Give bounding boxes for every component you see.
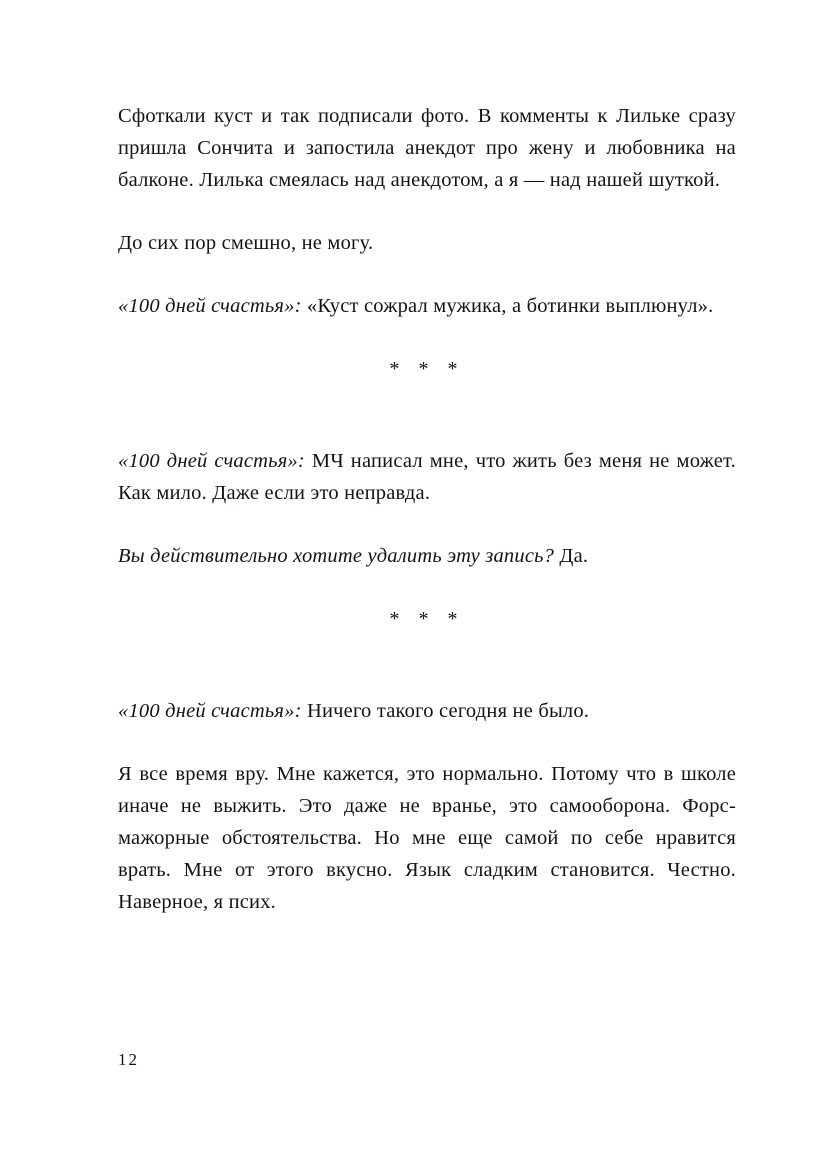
paragraph-text: Да. xyxy=(554,545,589,567)
paragraph-1 xyxy=(118,100,736,196)
diary-title-italic: «100 дней счастья»: xyxy=(118,450,305,472)
paragraph-text: Я все время вру. Мне кажется, это нормально. Потому что в школе иначе не выжить. Это даже не вранье, это самооборона. Форс-мажорные обстоятельства. Но мне еще самой по себе нравится врать. Мне от этого вкусно. Язык сладким становится. Честно. Наверное, я псих. xyxy=(118,763,736,913)
paragraph-text: «Куст сожрал мужика, а ботинки выплюнул». xyxy=(301,295,714,317)
paragraph-3 xyxy=(118,290,736,322)
section-separator: * * * xyxy=(389,358,465,380)
diary-title-italic: «100 дней счастья»: xyxy=(118,295,302,317)
section-separator: * * * xyxy=(389,608,465,630)
paragraph-text: МЧ написал мне, что жить без меня не может. Как мило. Даже если это неправда. xyxy=(118,450,737,504)
paragraph-text: Ничего такого сегодня не было. xyxy=(301,700,590,722)
prompt-question-italic: Вы действительно хотите удалить эту запись? xyxy=(118,545,555,567)
paragraph-text: Сфоткали куст и так подписали фото. В комменты к Лильке сразу пришла Сончита и запостила анекдот про жену и любовника на балконе. Лилька смеялась над анекдотом, а я — над нашей шуткой. xyxy=(118,105,736,191)
paragraph-6 xyxy=(118,695,736,727)
diary-title-italic: «100 дней счастья»: xyxy=(118,700,302,722)
page-number: 12 xyxy=(118,1050,139,1069)
paragraph-5 xyxy=(118,540,736,572)
paragraph-4 xyxy=(118,445,736,509)
paragraph-text: До сих пор смешно, не могу. xyxy=(118,232,374,254)
paragraph-7 xyxy=(118,758,736,918)
paragraph-2 xyxy=(118,227,736,259)
page-content xyxy=(118,100,736,949)
